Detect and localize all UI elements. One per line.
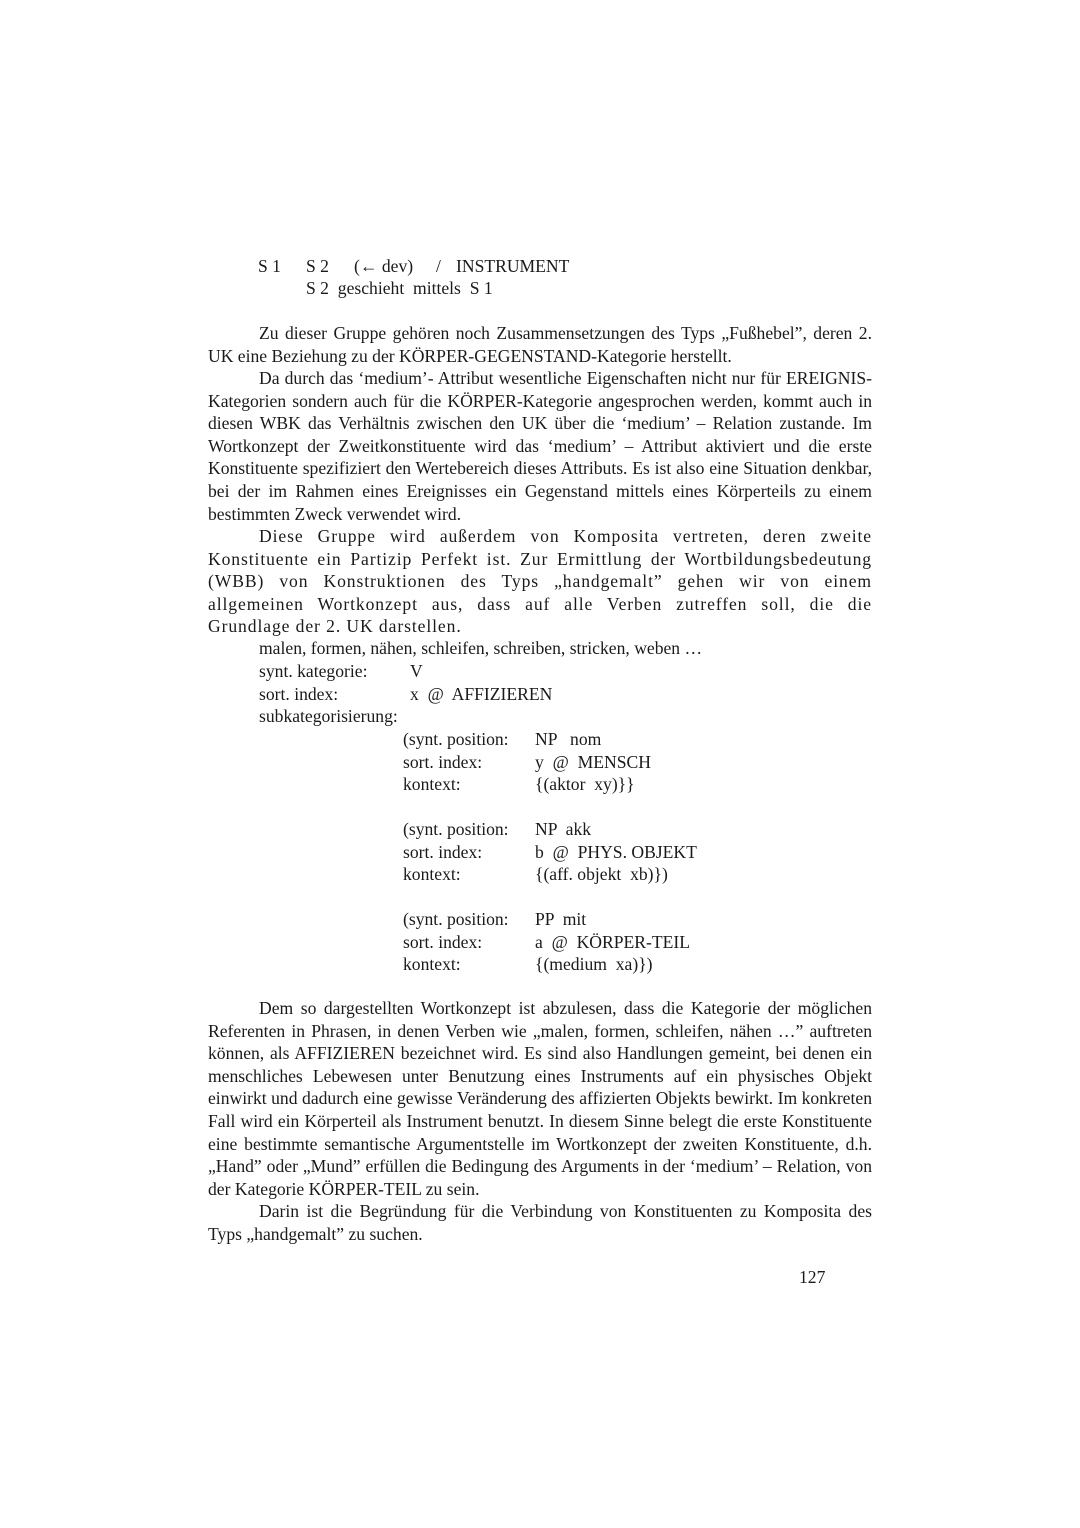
formula-dev: (← dev) xyxy=(354,256,414,276)
group2-position-label: (synt. position: xyxy=(403,819,509,839)
paragraph-2: Da durch das ‘medium’- Attribut wesentliche Eigenschaften nicht nur für EREIGNIS-Kategorien sondern auch für die KÖRPER-Kategorie angesprochen werden, kommt auch in diesen WBK das Verhältnis zwischen den UK über die ‘medium’ – Relation zustande. Im Wortkonzept der Zweitkonstituente wird das ‘medium’ – Attribut aktiviert und die erste Konstituente spezifiziert den Wertebereich dieses Attributs. Es ist also eine Situation denkbar, bei der im Rahmen eines Ereignisses ein Gegenstand mittels eines Körperteils zu einem bestimmten Zweck verwendet wird. xyxy=(208,368,872,524)
group1-index-label: sort. index: xyxy=(403,752,483,772)
subkategorisierung-label: subkategorisierung: xyxy=(259,706,398,726)
formula-instrument: INSTRUMENT xyxy=(456,256,570,276)
group2-position-value: NP akk xyxy=(535,819,592,839)
group3-position-label: (synt. position: xyxy=(403,909,509,929)
group1-position-label: (synt. position: xyxy=(403,729,509,749)
group2-index-label: sort. index: xyxy=(403,842,483,862)
sort-index-label: sort. index: xyxy=(259,684,339,704)
group3-kontext-value: {(medium xa)}) xyxy=(535,954,653,974)
sort-index-value: x @ AFFIZIEREN xyxy=(410,684,553,704)
group1-position-value: NP nom xyxy=(535,729,602,749)
group2-kontext-label: kontext: xyxy=(403,864,461,884)
group3-index-value: a @ KÖRPER-TEIL xyxy=(535,932,690,952)
verb-list: malen, formen, nähen, schleifen, schreiben, stricken, weben … xyxy=(259,638,703,658)
synt-kategorie-value: V xyxy=(410,661,423,681)
group1-index-value: y @ MENSCH xyxy=(535,752,651,772)
group1-kontext-value: {(aktor xy)}} xyxy=(535,774,635,794)
group3-index-label: sort. index: xyxy=(403,932,483,952)
group1-kontext-label: kontext: xyxy=(403,774,461,794)
group2-kontext-value: {(aff. objekt xb)}) xyxy=(535,864,668,884)
page-number: 127 xyxy=(799,1267,826,1287)
group3-position-value: PP mit xyxy=(535,909,587,929)
formula-slash: / xyxy=(436,256,441,276)
formula-gloss: S 2 geschieht mittels S 1 xyxy=(306,278,493,298)
formula-s2: S 2 xyxy=(306,256,329,276)
group2-index-value: b @ PHYS. OBJEKT xyxy=(535,842,697,862)
formula-s1: S 1 xyxy=(258,256,281,276)
paragraph-1: Zu dieser Gruppe gehören noch Zusammensetzungen des Typs „Fußhebel”, deren 2. UK eine Beziehung zu der KÖRPER-GEGENSTAND-Kategorie herstellt. xyxy=(208,323,872,366)
group3-kontext-label: kontext: xyxy=(403,954,461,974)
paragraph-5: Darin ist die Begründung für die Verbindung von Konstituenten zu Komposita des Typs „handgemalt” zu suchen. xyxy=(208,1201,872,1244)
paragraph-3: Diese Gruppe wird außerdem von Komposita vertreten, deren zweite Konstituente ein Partizip Perfekt ist. Zur Ermittlung der Wortbildungsbedeutung (WBB) von Konstruktionen des Typs „handgemalt” gehen wir von einem allgemeinen Wortkonzept aus, dass auf alle Verben zutreffen soll, die die Grundlage der 2. UK darstellen. xyxy=(208,526,872,637)
synt-kategorie-label: synt. kategorie: xyxy=(259,661,368,681)
paragraph-4: Dem so dargestellten Wortkonzept ist abzulesen, dass die Kategorie der möglichen Referenten in Phrasen, in denen Verben wie „malen, formen, schleifen, nähen …” auftreten können, als AFFIZIEREN bezeichnet wird. Es sind also Handlungen gemeint, bei denen ein menschliches Lebewesen unter Benutzung eines Instruments auf ein physisches Objekt einwirkt und dadurch eine gewisse Veränderung des affizierten Objekts bewirkt. Im konkreten Fall wird ein Körperteil als Instrument benutzt. In diesem Sinne belegt die erste Konstituente eine bestimmte semantische Argumentstelle im Wortkonzept der zweiten Konstituente, d.h. „Hand” oder „Mund” erfüllen die Bedingung des Arguments in der ‘medium’ – Relation, von der Kategorie KÖRPER-TEIL zu sein. xyxy=(208,998,872,1199)
